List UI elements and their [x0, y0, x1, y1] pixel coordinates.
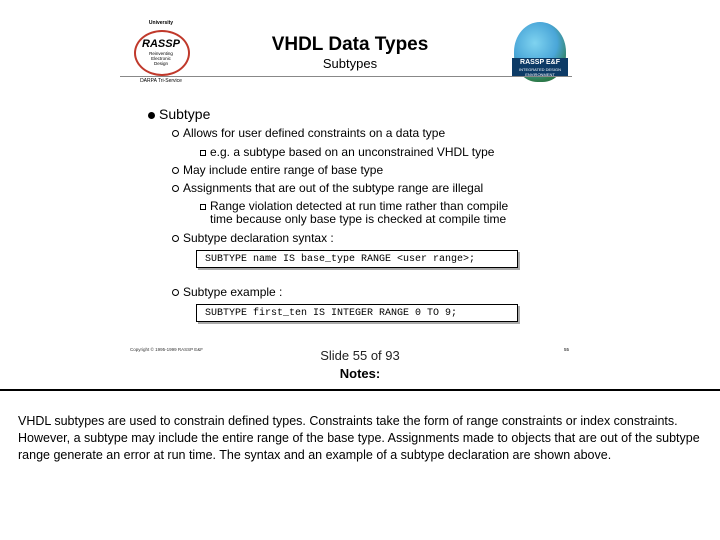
bullet-level2: [172, 164, 383, 177]
logo-tagline-line: Design: [153, 61, 168, 66]
logo-tagline-line: Reinventing: [149, 51, 173, 56]
bullet-level2: [172, 127, 445, 140]
bullet-circle-icon: [172, 130, 179, 137]
bullet-circle-icon: [172, 289, 179, 296]
slide: [120, 14, 572, 354]
logo-band: [512, 58, 568, 76]
slide-subtitle: Subtypes: [322, 56, 378, 71]
notes-heading: Notes:: [339, 366, 381, 381]
bullet-text: Allows for user defined constraints on a data type: [183, 126, 446, 140]
bullet-square-icon: [200, 204, 206, 210]
rassp-ef-globe-logo: [510, 18, 572, 88]
bullet-text: May include entire range of base type: [183, 163, 384, 177]
logo-ef-sub: INTEGRATED DESIGN ENVIRONMENT: [519, 67, 561, 77]
bullet-circle-icon: [172, 185, 179, 192]
bullet-text: e.g. a subtype based on an unconstrained VHDL type: [210, 145, 495, 159]
bullet-continuation: [210, 213, 506, 226]
bullet-text: Range violation detected at run time rather than compile: [210, 199, 509, 213]
bullet-text: Assignments that are out of the subtype range are illegal: [183, 181, 484, 195]
logo-rassp-text: RASSP: [142, 38, 180, 50]
bullet-square-icon: [200, 150, 206, 156]
rassp-logo: [124, 20, 198, 84]
example-code-box: SUBTYPE first_ten IS INTEGER RANGE 0 TO 9;: [196, 304, 518, 322]
logo-ef-name: RASSP E&F: [520, 59, 560, 66]
slide-copyright: Copyright © 1995-1999 RASSP E&F: [130, 347, 204, 352]
logo-sponsor-text: DARPA Tri-Service: [140, 78, 182, 84]
bullet-circle-icon: [172, 235, 179, 242]
bullet-dot-icon: [148, 112, 155, 119]
slide-counter: Slide 55 of 93: [320, 348, 400, 363]
logo-tagline-line: Electronic: [151, 56, 171, 61]
bullet-text: Subtype: [159, 106, 211, 122]
slide-footer-number: 55: [564, 347, 570, 352]
bullet-text: time because only base type is checked at compile time: [210, 212, 507, 226]
bullet-level2: [172, 286, 282, 299]
bullet-level2: [172, 182, 483, 195]
header-divider: [120, 76, 572, 77]
bullet-level1: [148, 108, 210, 121]
notes-divider: [0, 389, 720, 391]
bullet-level2: [172, 232, 334, 245]
slide-title: VHDL Data Types: [271, 34, 429, 55]
notes-text: VHDL subtypes are used to constrain defined types. Constraints take the form of range constraints or index constraints. However, a subtype may include the entire range of the base type. Assignments made to objects that are out of the subtype range generate an error at run time. The syntax and an example of a subtype declaration are shown above.: [18, 414, 700, 462]
logo-university-text: University: [148, 20, 174, 26]
bullet-circle-icon: [172, 167, 179, 174]
bullet-text: Subtype example :: [183, 285, 283, 299]
syntax-code-box: SUBTYPE name IS base_type RANGE <user range>;: [196, 250, 518, 268]
bullet-text: Subtype declaration syntax :: [183, 231, 334, 245]
logo-tagline: [124, 51, 198, 66]
bullet-level3: [200, 146, 494, 159]
